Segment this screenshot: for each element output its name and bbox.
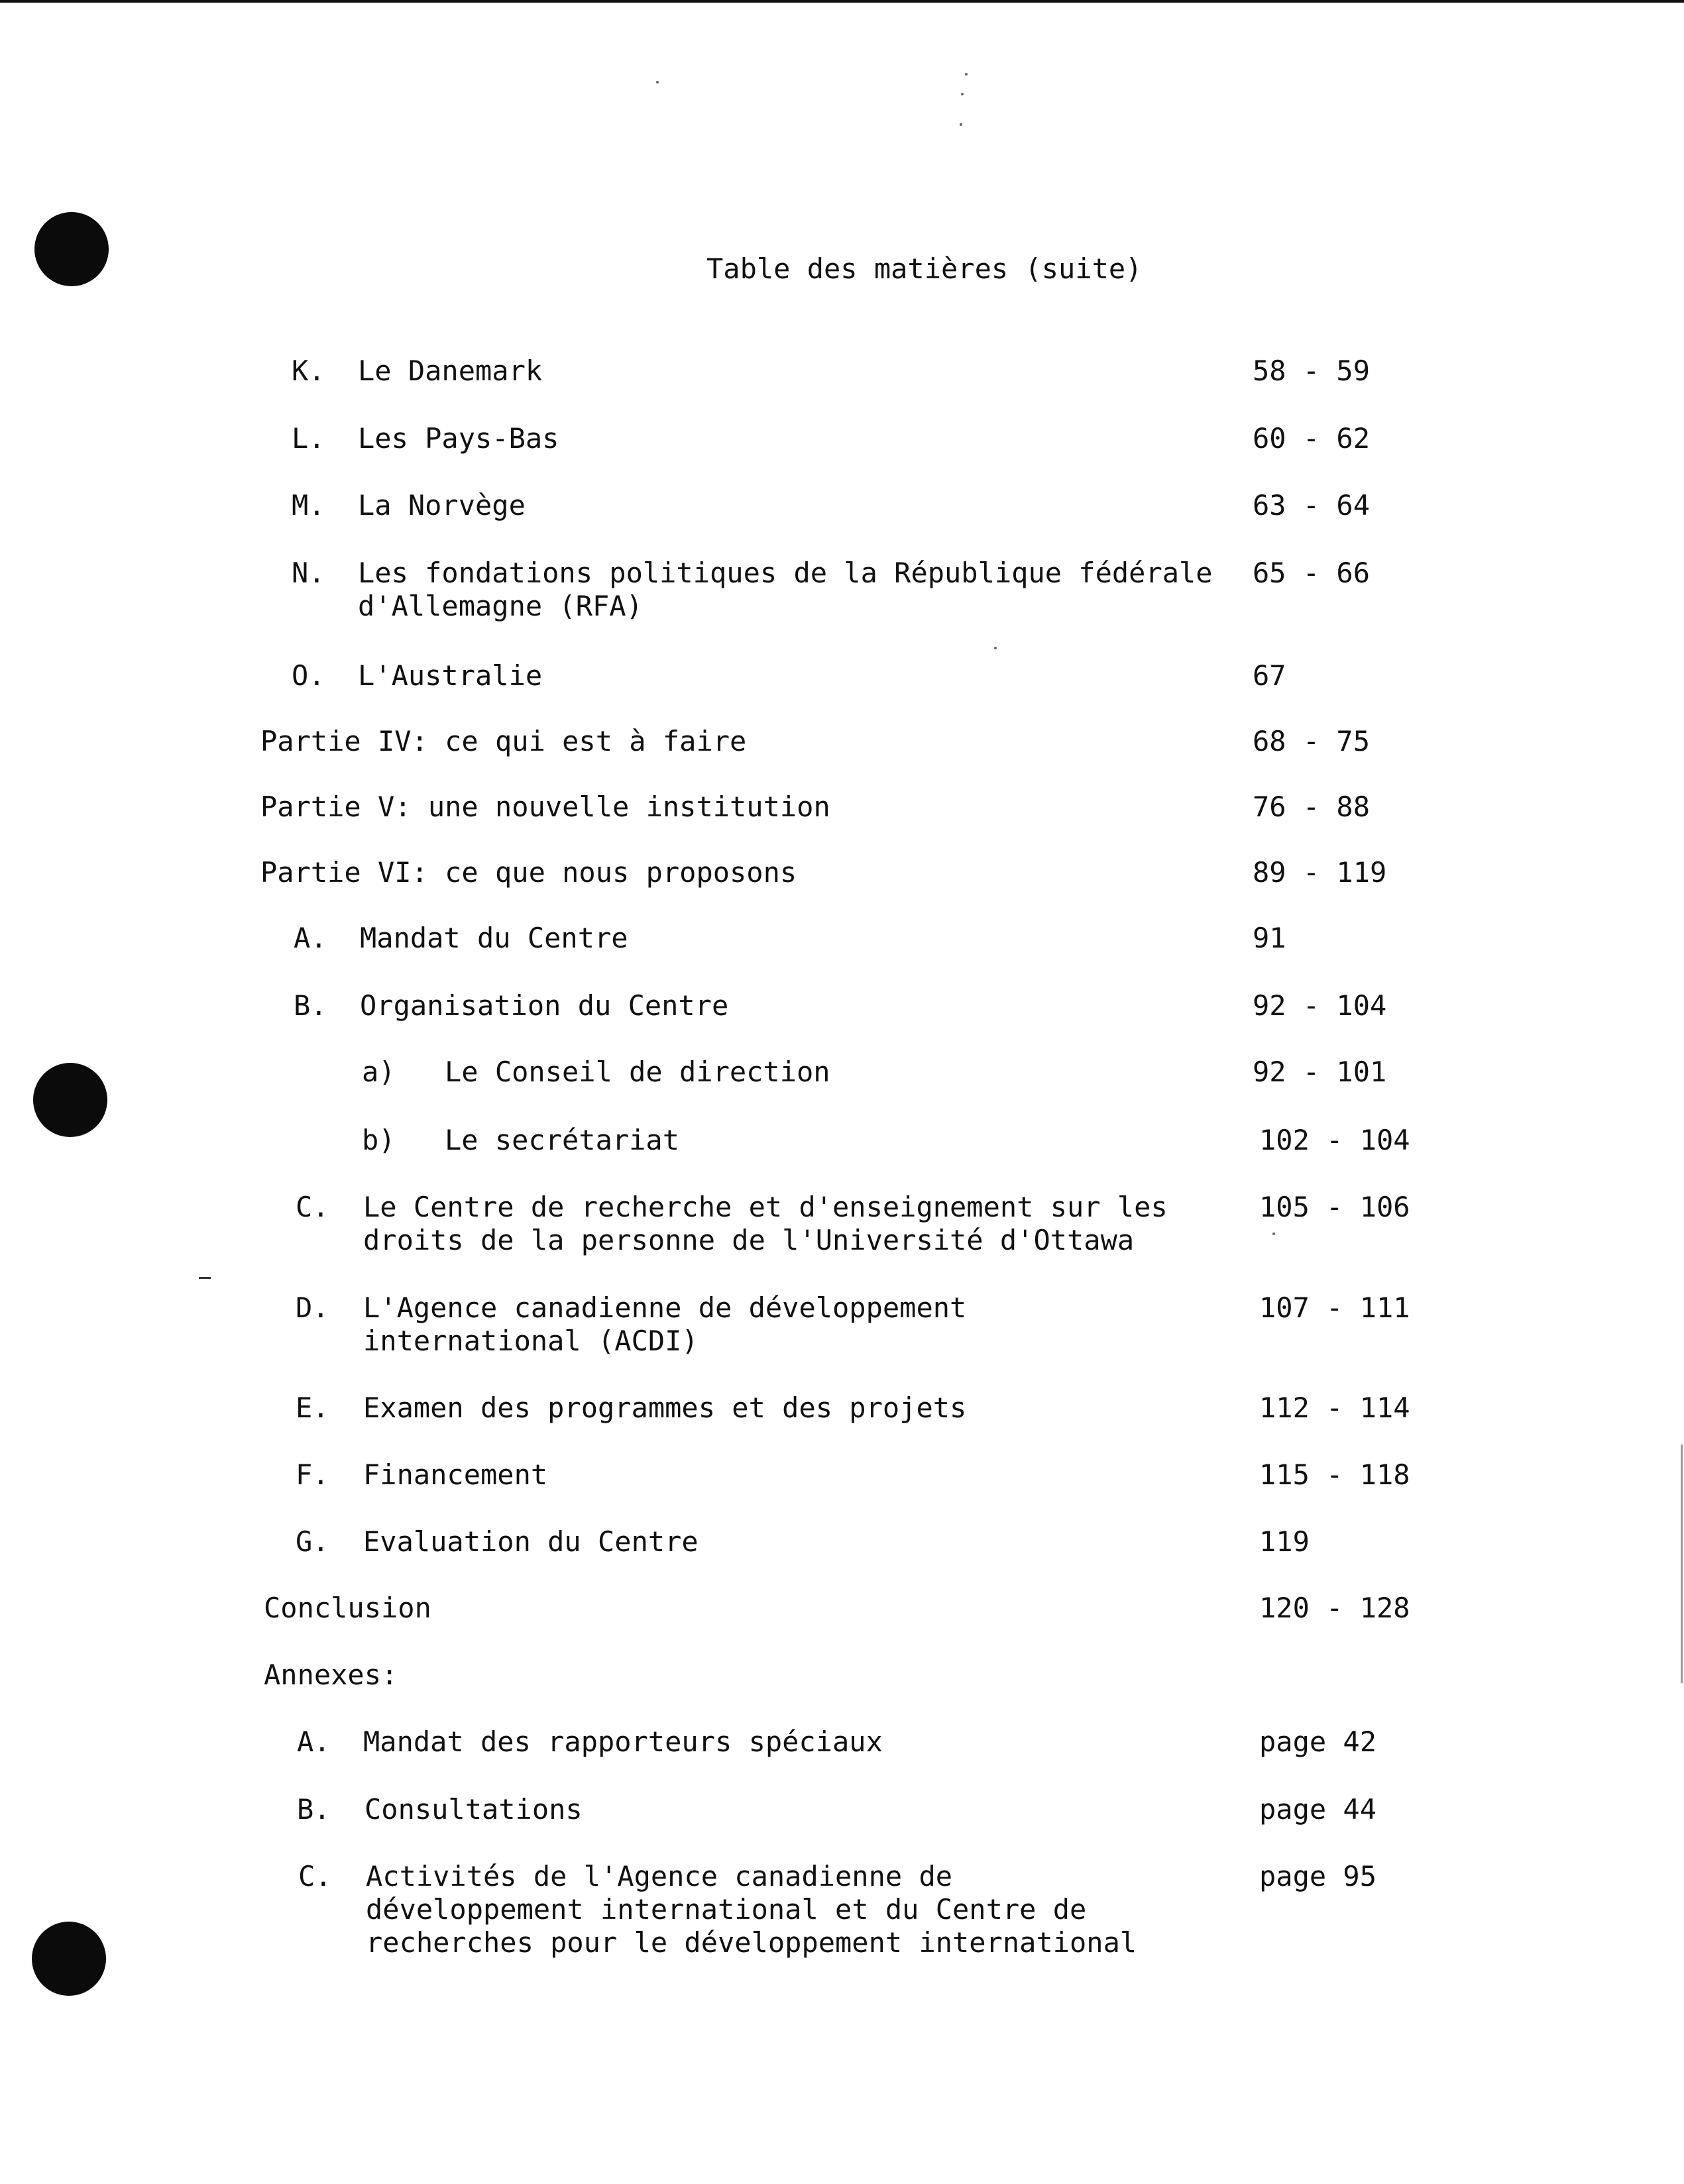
toc-entry-marker: C. — [296, 1191, 329, 1223]
toc-entry-pages: 68 - 75 — [1253, 725, 1371, 757]
toc-entry-title — [358, 659, 542, 692]
toc-entry-title — [264, 1592, 431, 1625]
scan-speck — [961, 93, 964, 95]
toc-entry-title-line: Partie IV: ce qui est à faire — [260, 725, 747, 757]
toc-entry-title-line: Partie VI: ce que nous proposons — [260, 856, 797, 889]
toc-entry-pages: page 95 — [1259, 1860, 1377, 1892]
toc-entry-title-line: Annexes: — [264, 1659, 398, 1691]
toc-entry-pages: 60 - 62 — [1253, 422, 1371, 455]
toc-entry — [0, 1592, 1684, 1661]
toc-entry-title — [264, 1659, 398, 1692]
toc-entry — [0, 1725, 1684, 1794]
scan-mark — [199, 1277, 211, 1279]
toc-entry-pages: 92 - 104 — [1253, 989, 1387, 1022]
toc-entry-title-line: Examen des programmes et des projets — [363, 1392, 967, 1424]
toc-entry — [0, 659, 1684, 728]
toc-entry-title-line: Le Centre de recherche et d'enseignement sur les — [363, 1191, 1168, 1223]
toc-entry-marker: L. — [292, 422, 325, 455]
toc-entry-title-line: Activités de l'Agence canadienne de — [366, 1860, 953, 1892]
toc-entry-title-line: La Norvège — [358, 489, 526, 521]
toc-entry-marker: B. — [297, 1793, 331, 1826]
toc-entry-pages: page 44 — [1259, 1793, 1377, 1826]
toc-entry-marker: E. — [296, 1392, 329, 1424]
toc-entry-marker: M. — [292, 489, 325, 521]
toc-entry-marker: b) — [362, 1124, 396, 1156]
scan-speck — [960, 123, 962, 126]
toc-entry-marker: O. — [292, 659, 325, 692]
toc-entry-title-line: Les fondations politiques de la République fédérale — [358, 557, 1213, 589]
toc-entry-title-line: L'Australie — [358, 659, 543, 692]
toc-entry — [0, 922, 1684, 991]
toc-entry-title-line: Le secrétariat — [445, 1124, 680, 1156]
toc-entry — [0, 1458, 1684, 1527]
binder-hole-top — [34, 212, 109, 286]
toc-entry — [0, 1392, 1684, 1460]
toc-entry-marker: A. — [294, 922, 327, 954]
toc-entry-marker: D. — [296, 1291, 329, 1324]
toc-entry-pages: 112 - 114 — [1259, 1392, 1410, 1424]
toc-entry-title — [363, 1191, 1168, 1257]
scan-speck — [994, 647, 997, 649]
toc-entry-pages: page 42 — [1259, 1725, 1377, 1758]
toc-entry-title — [363, 1725, 883, 1759]
toc-entry-title — [445, 1056, 830, 1089]
toc-entry-title — [260, 791, 830, 824]
toc-entry-title-line: Les Pays-Bas — [358, 422, 559, 455]
toc-entry-marker: B. — [294, 989, 327, 1022]
toc-entry-title — [358, 422, 559, 455]
toc-entry-marker: G. — [296, 1525, 329, 1558]
toc-entry-title-line: Organisation du Centre — [360, 989, 729, 1022]
toc-entry — [0, 557, 1684, 626]
toc-entry-title — [363, 1525, 699, 1558]
toc-entry-title-line: Evaluation du Centre — [363, 1525, 699, 1558]
toc-entry-title-line: international (ACDI) — [363, 1325, 699, 1357]
toc-entry — [0, 1124, 1684, 1193]
toc-entry-title-line: Partie V: une nouvelle institution — [260, 791, 830, 823]
toc-entry — [0, 725, 1684, 794]
toc-entry-title-line: développement international et du Centre de — [366, 1893, 1087, 1926]
toc-entry — [0, 856, 1684, 925]
page-top-edge — [0, 0, 1684, 3]
toc-entry-marker: F. — [296, 1458, 329, 1491]
toc-entry-title-line: Le Conseil de direction — [445, 1056, 830, 1088]
toc-entry-pages: 67 — [1253, 659, 1286, 692]
toc-entry-title-line: Mandat du Centre — [360, 922, 628, 954]
toc-entry-pages: 105 - 106 — [1259, 1191, 1410, 1223]
toc-entry-title — [260, 856, 797, 889]
toc-entry — [0, 1659, 1684, 1727]
toc-entry-title — [360, 989, 728, 1022]
toc-entry-pages: 58 - 59 — [1253, 355, 1371, 387]
toc-entry — [0, 989, 1684, 1058]
toc-entry-title-line: Conclusion — [264, 1592, 431, 1624]
toc-entry-title-line: d'Allemagne (RFA) — [358, 590, 643, 622]
toc-entry-title-line: Mandat des rapporteurs spéciaux — [363, 1725, 883, 1758]
toc-entry — [0, 1191, 1684, 1260]
toc-entry-title — [358, 355, 542, 388]
toc-entry-pages: 115 - 118 — [1259, 1458, 1410, 1491]
toc-entry-title — [358, 557, 1213, 623]
toc-entry-marker: a) — [362, 1056, 396, 1088]
toc-entry-title — [358, 489, 526, 522]
toc-entry-pages: 76 - 88 — [1253, 791, 1371, 823]
toc-entry — [0, 355, 1684, 423]
toc-entry-title — [360, 922, 628, 955]
toc-entry-marker: A. — [297, 1725, 331, 1758]
toc-entry-title — [363, 1392, 966, 1425]
toc-entry-marker: N. — [292, 557, 325, 589]
toc-entry-pages: 63 - 64 — [1253, 489, 1371, 521]
toc-entry-pages: 119 — [1259, 1525, 1310, 1558]
toc-entry-pages: 120 - 128 — [1259, 1592, 1410, 1624]
toc-entry-title — [363, 1291, 966, 1358]
toc-entry-title — [445, 1124, 679, 1157]
toc-entry-title-line: droits de la personne de l'Université d'Ottawa — [363, 1224, 1135, 1256]
toc-entry — [0, 1525, 1684, 1594]
page-title: Table des matières (suite) — [706, 252, 1143, 285]
toc-entry-marker: K. — [292, 355, 325, 387]
toc-entry-pages: 91 — [1253, 922, 1286, 954]
toc-entry-title-line: L'Agence canadienne de développement — [363, 1291, 967, 1324]
toc-entry-title — [363, 1458, 547, 1492]
toc-entry — [0, 791, 1684, 859]
toc-entry-title — [260, 725, 746, 758]
toc-entry-title-line: Consultations — [365, 1793, 583, 1826]
toc-entry — [0, 1860, 1684, 1959]
toc-entry — [0, 422, 1684, 491]
binder-hole-bottom — [32, 1922, 106, 1996]
toc-entry-pages: 65 - 66 — [1253, 557, 1371, 589]
toc-entry-pages: 89 - 119 — [1253, 856, 1387, 889]
toc-entry — [0, 1793, 1684, 1862]
toc-entry — [0, 1056, 1684, 1124]
toc-entry-title-line: recherches pour le développement international — [366, 1926, 1137, 1959]
toc-entry-title-line: Le Danemark — [358, 355, 543, 387]
toc-entry-pages: 107 - 111 — [1259, 1291, 1410, 1324]
toc-entry-marker: C. — [298, 1860, 332, 1892]
toc-entry-pages: 102 - 104 — [1259, 1124, 1410, 1156]
toc-entry-title — [365, 1793, 583, 1826]
scan-speck — [965, 73, 968, 76]
toc-entry-title-line: Financement — [363, 1458, 548, 1491]
toc-entry-pages: 92 - 101 — [1253, 1056, 1387, 1088]
scan-speck — [656, 81, 659, 83]
toc-entry — [0, 1291, 1684, 1360]
toc-entry-title — [366, 1860, 1137, 1959]
toc-entry — [0, 489, 1684, 558]
